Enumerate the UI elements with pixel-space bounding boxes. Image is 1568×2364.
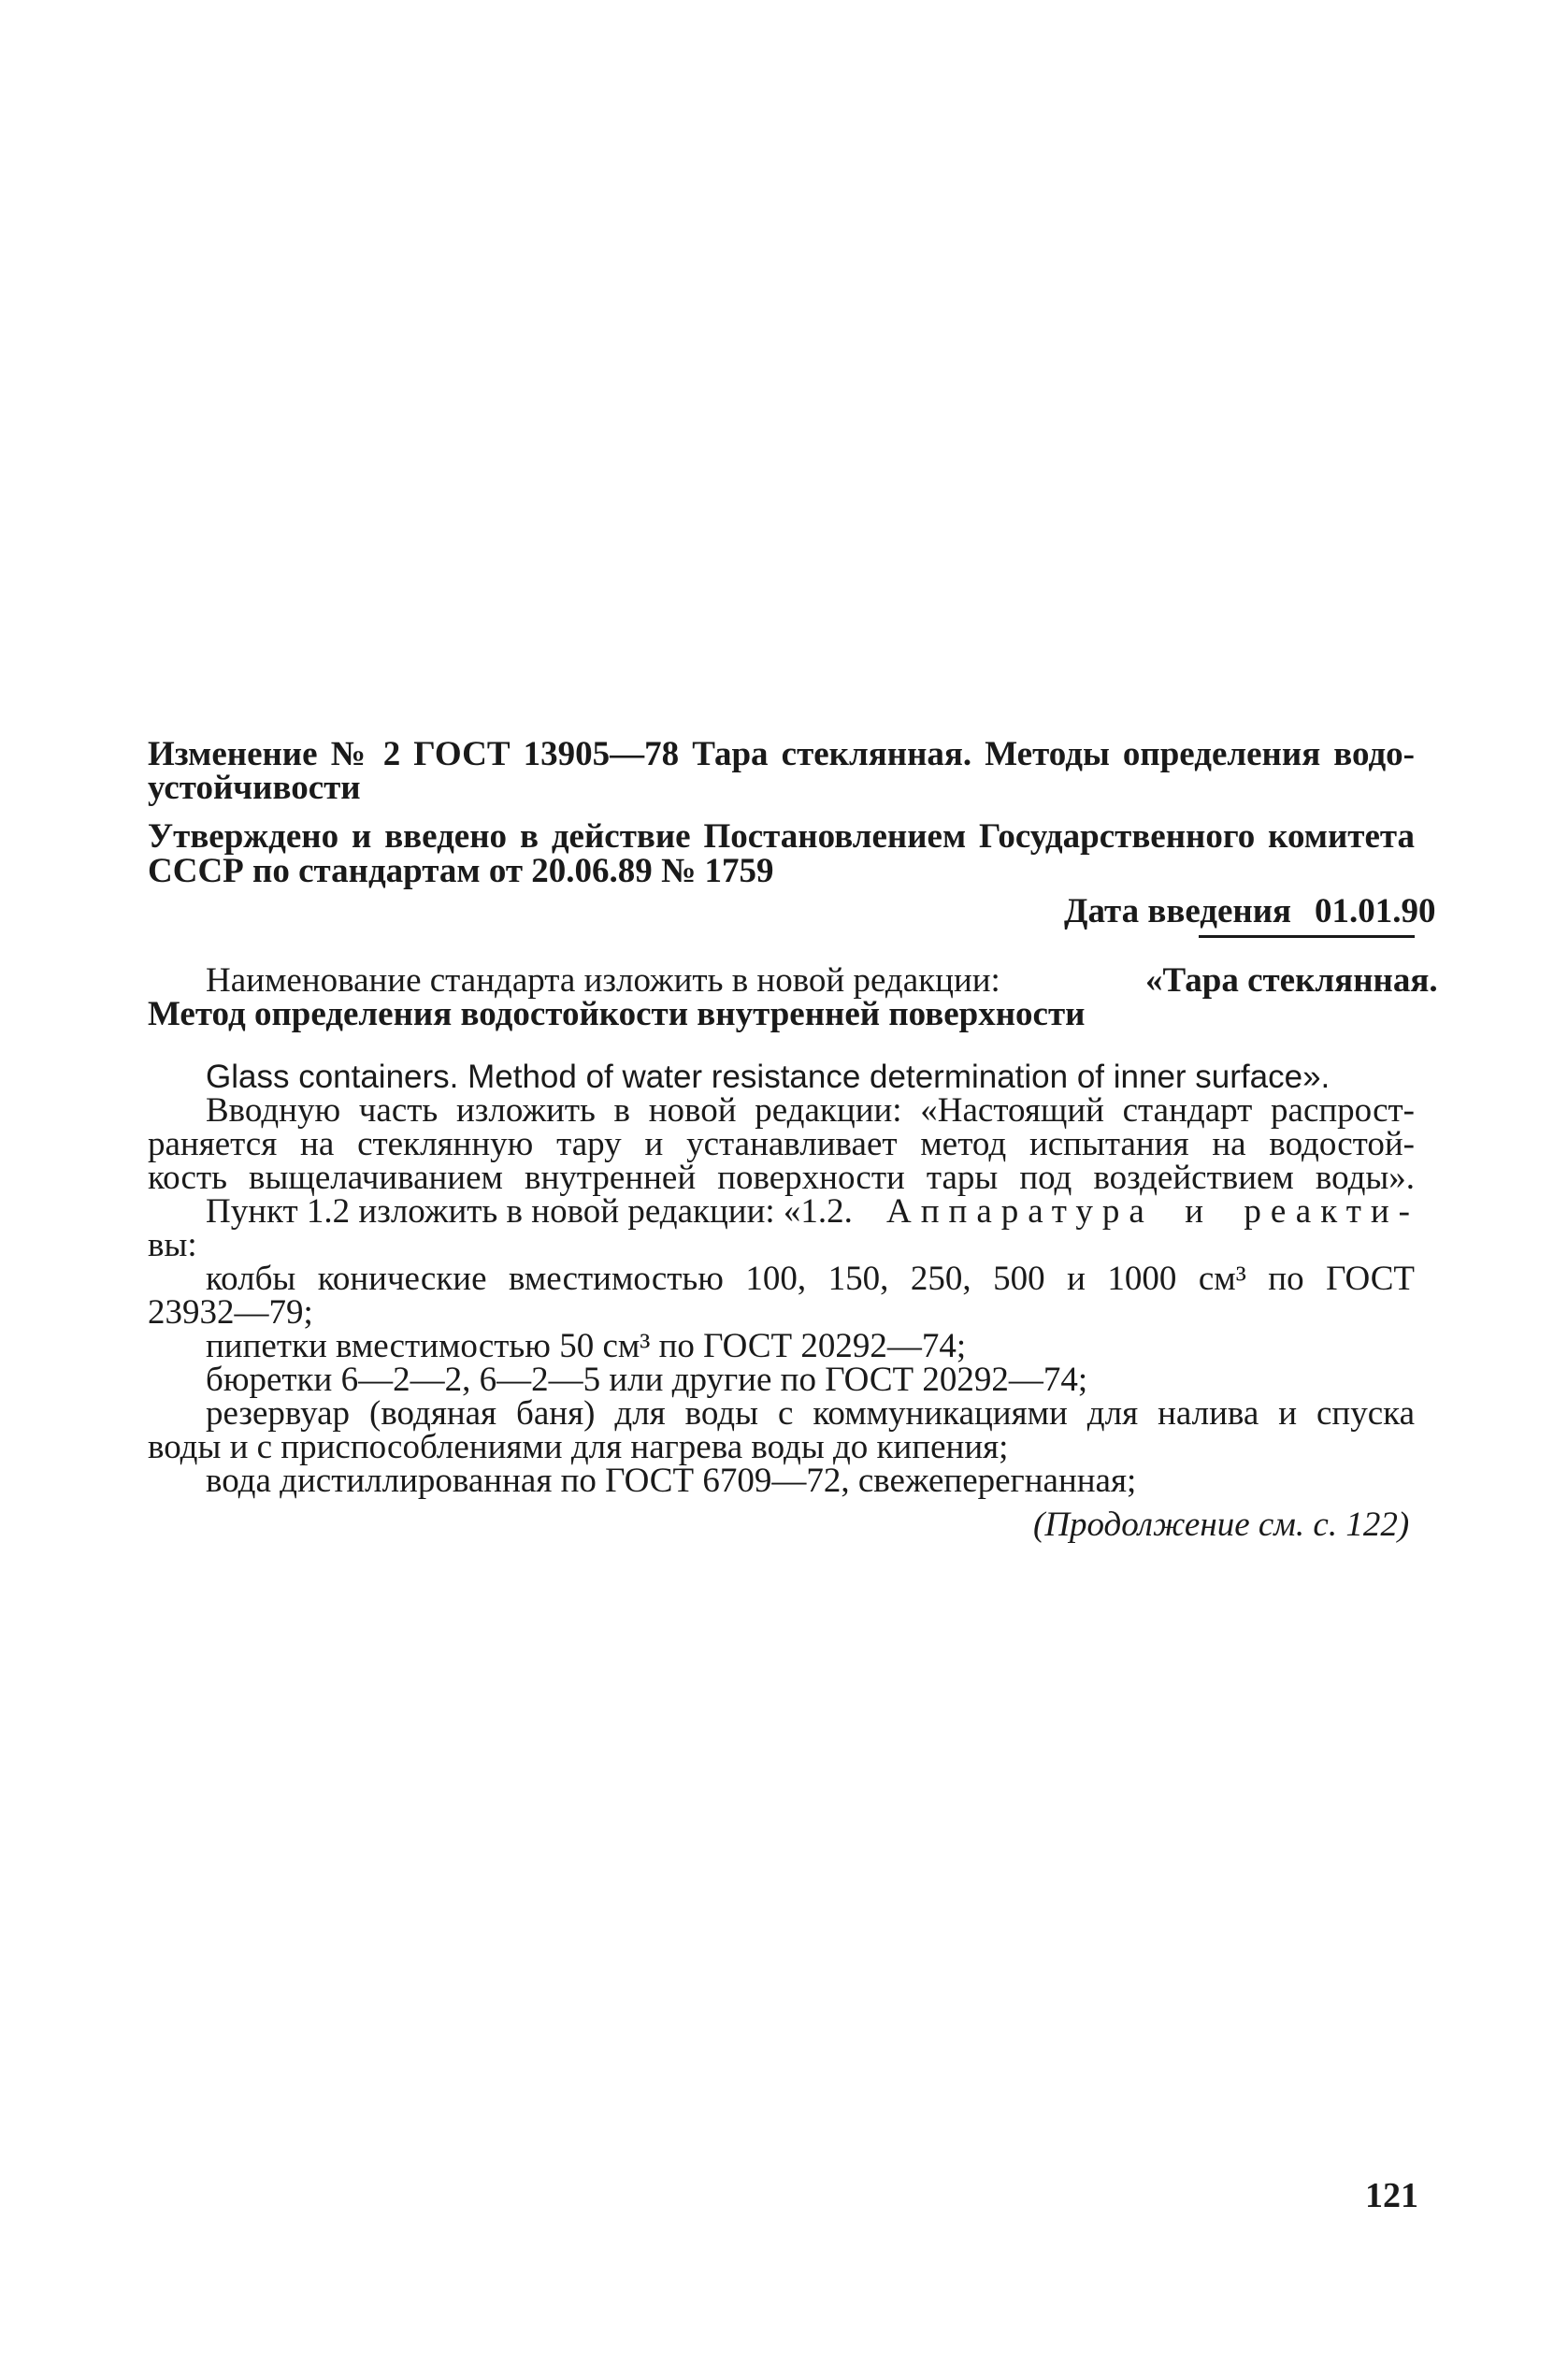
title-change-text: Наименование стандарта изложить в новой редакции: [206, 961, 1000, 1000]
item-flasks-line-1: колбы конические вместимостью 100, 150, 250, 500 и 1000 см³ по ГОСТ [206, 1260, 1415, 1298]
item-distilled-water: вода дистиллированная по ГОСТ 6709—72, свежеперегнанная; [206, 1462, 1137, 1500]
intro-line-3: кость выщелачиванием внутренней поверхности тары под воздействием воды». [148, 1159, 1415, 1197]
intro-line-2: раняется на стеклянную тару и устанавливает метод испытания на водостой- [148, 1125, 1415, 1163]
approval-line-1: Утверждено и введено в действие Постановлением Государственного комитета [148, 817, 1415, 856]
effective-date-value: 01.01.90 [1315, 892, 1436, 930]
continuation-note: (Продолжение см. с. 122) [1033, 1506, 1410, 1544]
title-change-line-2: Метод определения водостойкости внутренней поверхности [148, 995, 1086, 1033]
page-number: 121 [1365, 2176, 1418, 2215]
amendment-title-line-1: Изменение № 2 ГОСТ 13905—78 Тара стеклянная. Методы определения водо- [148, 735, 1415, 773]
item-reservoir-line-1: резервуар (водяная баня) для воды с коммуникациями для налива и спуска [206, 1394, 1415, 1433]
approval-line-2: СССР по стандартам от 20.06.89 № 1759 [148, 852, 774, 890]
effective-date-label: Дата введения [1064, 892, 1292, 930]
intro-line-1: Вводную часть изложить в новой редакции: «Настоящий стандарт распрост- [206, 1091, 1415, 1130]
item-reservoir-line-2: воды и с приспособлениями для нагрева воды до кипения; [148, 1428, 1009, 1466]
item-flasks-line-2: 23932—79; [148, 1293, 313, 1332]
apparatus-heading-spaced: Аппаратура и реакти- [886, 1192, 1419, 1231]
point-1-2-line-2: вы: [148, 1226, 197, 1264]
amendment-title-line-2: устойчивости [148, 769, 361, 807]
effective-date-underline [1199, 935, 1415, 938]
new-title-start: «Тара стеклянная. [1145, 961, 1438, 1000]
item-burettes: бюретки 6—2—2, 6—2—5 или другие по ГОСТ 20292—74; [206, 1361, 1088, 1399]
english-title: Glass containers. Method of water resistance determination of inner surface». [206, 1059, 1331, 1095]
item-pipettes: пипетки вместимостью 50 см³ по ГОСТ 20292—74; [206, 1327, 967, 1365]
point-1-2-line-1a: Пункт 1.2 изложить в новой редакции: «1.2. [206, 1192, 853, 1231]
